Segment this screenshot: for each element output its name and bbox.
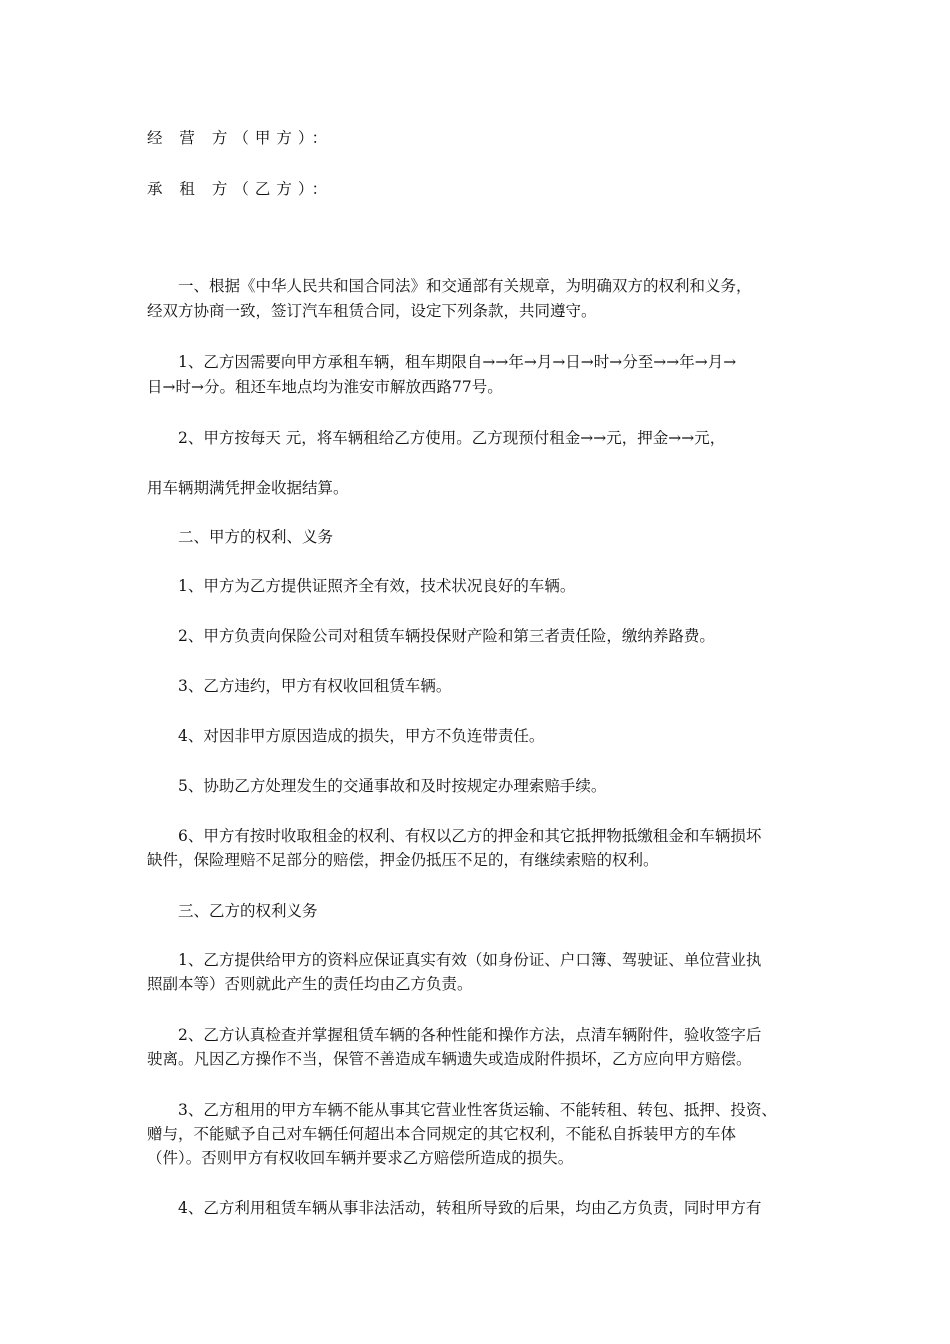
section-3-heading: 三、乙方的权利义务 [178, 902, 318, 920]
clause-3-2: 2、乙方认真检查并掌握租赁车辆的各种性能和操作方法，点清车辆附件，验收签字后 [178, 1026, 762, 1044]
clause-3-2-cont: 驶离。凡因乙方操作不当，保管不善造成车辆遗失或造成附件损坏，乙方应向甲方赔偿。 [147, 1050, 752, 1068]
clause-2-2: 2、甲方负责向保险公司对租赁车辆投保财产险和第三者责任险，缴纳养路费。 [178, 627, 715, 645]
clause-3-1-cont: 照副本等）否则就此产生的责任均由乙方负责。 [147, 975, 473, 993]
clause-2-4: 4、对因非甲方原因造成的损失，甲方不负连带责任。 [178, 727, 545, 745]
clause-3-3-cont: 赠与，不能赋予自己对车辆任何超出本合同规定的其它权利，不能私自拆装甲方的车体 [147, 1125, 737, 1143]
section-2-heading: 二、甲方的权利、义务 [178, 528, 334, 546]
clause-2-3: 3、乙方违约，甲方有权收回租赁车辆。 [178, 677, 452, 695]
clause-2-6-cont: 缺件，保险理赔不足部分的赔偿，押金仍抵压不足的，有继续索赔的权利。 [147, 851, 659, 869]
clause-2-1: 1、甲方为乙方提供证照齐全有效，技术状况良好的车辆。 [178, 577, 576, 595]
clause-2-6: 6、甲方有按时收取租金的权利、有权以乙方的押金和其它抵押物抵缴租金和车辆损坏 [178, 827, 762, 845]
clause-1-1: 1、乙方因需要向甲方承租车辆，租车期限自→→年→月→日→时→分至→→年→月→ [178, 353, 737, 371]
clause-2-5: 5、协助乙方处理发生的交通事故和及时按规定办理索赔手续。 [178, 777, 607, 795]
clause-3-3-cont-2: （件）。否则甲方有权收回车辆并要求乙方赔偿所造成的损失。 [147, 1149, 574, 1167]
section-1-intro: 一、根据《中华人民共和国合同法》和交通部有关规章，为明确双方的权利和义务， [178, 277, 752, 295]
clause-3-1: 1、乙方提供给甲方的资料应保证真实有效（如身份证、户口簿、驾驶证、单位营业执 [178, 951, 762, 969]
section-1-intro-cont: 经双方协商一致，签订汽车租赁合同，设定下列条款，共同遵守。 [147, 302, 597, 320]
clause-1-1-cont: 日→时→分。租还车地点均为淮安市解放西路77号。 [147, 378, 503, 396]
party-b-label: 承 租 方（乙方）： [147, 180, 334, 198]
clause-1-2-cont: 用车辆期满凭押金收据结算。 [147, 479, 349, 497]
party-a-label: 经 营 方（甲方）： [147, 129, 334, 147]
clause-3-3: 3、乙方租用的甲方车辆不能从事其它营业性客货运输、不能转租、转包、抵押、投资、 [178, 1101, 777, 1119]
clause-1-2: 2、甲方按每天 元，将车辆租给乙方使用。乙方现预付租金→→元，押金→→元， [178, 429, 726, 447]
clause-3-4: 4、乙方利用租赁车辆从事非法活动，转租所导致的后果，均由乙方负责，同时甲方有 [178, 1199, 762, 1217]
